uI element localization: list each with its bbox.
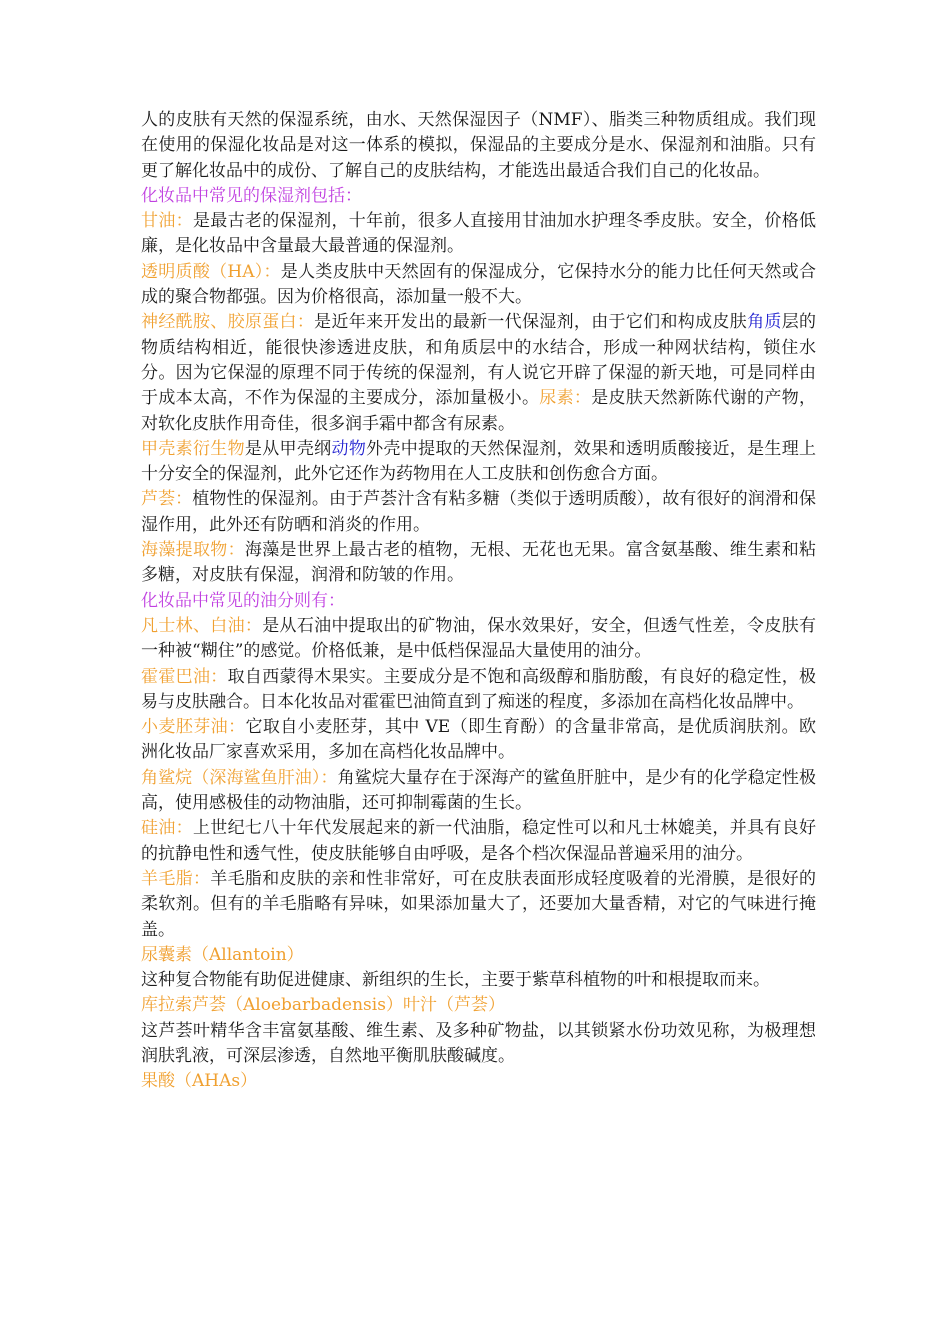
chitin-text-2: 外壳中提取的天然保湿剂，效果和透明质酸接近，是生理上十分安全的保湿剂，此外它还作为药物用在人工皮肤和创伤愈合方面。 — [141, 438, 817, 485]
jojoba-entry — [141, 665, 816, 716]
animal-link[interactable]: 动物 — [331, 438, 367, 459]
glycerin-text: 是最古老的保湿剂，十年前，很多人直接用甘油加水护理冬季皮肤。安全，价格低廉，是化妆品中含量最大最普通的保湿剂。 — [141, 211, 817, 257]
aloe-text: 植物性的保湿剂。由于芦荟汁含有粘多糖（类似于透明质酸），故有很好的润滑和保湿作用，此外还有防晒和消炎的作用。 — [141, 489, 817, 535]
wheatgerm-entry — [141, 715, 816, 766]
jojoba-term: 霍霍巴油： — [141, 666, 228, 687]
aloe-juice-heading: 库拉索芦荟（Aloebarbadensis）叶汁（芦荟） — [141, 995, 505, 1016]
ha-entry — [141, 260, 816, 311]
aloe-juice-text: 这芦荟叶精华含丰富氨基酸、维生素、及多种矿物盐，以其锁紧水份功效见称，为极理想润肤乳液，可深层渗透，自然地平衡肌肤酸碱度。 — [141, 1020, 816, 1066]
chitin-term: 甲壳素衍生物 — [141, 438, 245, 459]
seaweed-entry — [141, 538, 816, 589]
keratin-link[interactable]: 角质 — [747, 312, 782, 333]
ceramide-term: 神经酰胺、胶原蛋白： — [141, 312, 315, 333]
vaseline-text: 是从石油中提取出的矿物油，保水效果好，安全，但透气性差，令皮肤有一种被“糊住”的感觉。价格低兼，是中低档保湿品大量使用的油分。 — [141, 615, 817, 662]
lanolin-text: 羊毛脂和皮肤的亲和性非常好，可在皮肤表面形成轻度吸着的光滑膜，是很好的柔软剂。但有的羊毛脂略有异味，如果添加量大了，还要加大量香精，对它的气味进行掩盖。 — [141, 868, 817, 940]
wheatgerm-text: 它取自小麦胚芽，其中 VE（即生育酚）的含量非常高，是优质润肤剂。欧洲化妆品厂家喜欢采用，多加在高档化妆品牌中。 — [141, 717, 816, 763]
chitin-text-1: 是从甲壳纲 — [244, 438, 332, 459]
ha-text: 是人类皮肤中天然固有的保湿成分，它保持水分的能力比任何天然或合成的聚合物都强。因为价格很高，添加量一般不大。 — [141, 261, 816, 308]
ceramide-entry — [141, 310, 816, 436]
ha-term: 透明质酸（HA）： — [141, 261, 281, 282]
ceramide-text-1: 是近年来开发出的最新一代保湿剂，由于它们和构成皮肤 — [314, 312, 748, 333]
squalane-text: 角鲨烷大量存在于深海产的鲨鱼肝脏中，是少有的化学稳定性极高，使用感极佳的动物油脂，还可抑制霉菌的生长。 — [141, 767, 816, 814]
document-body — [141, 108, 816, 1095]
lanolin-entry — [141, 867, 816, 943]
chitin-entry — [141, 437, 816, 488]
vaseline-term: 凡士林、白油： — [141, 615, 263, 636]
allantoin-text: 这种复合物能有助促进健康、新组织的生长，主要于紫草科植物的叶和根提取而来。 — [141, 970, 770, 991]
seaweed-text: 海藻是世界上最古老的植物，无根、无花也无果。富含氨基酸、维生素和粘多糖，对皮肤有保湿，润滑和防皱的作用。 — [141, 540, 817, 586]
seaweed-term: 海藻提取物： — [141, 540, 245, 561]
glycerin-entry — [141, 209, 816, 260]
aloe-entry — [141, 487, 816, 538]
jojoba-text: 取自西蒙得木果实。主要成分是不饱和高级醇和脂肪酸，有良好的稳定性，极易与皮肤融合。日本化妆品对霍霍巴油简直到了痴迷的程度，多添加在高档化妆品牌中。 — [141, 666, 817, 712]
oils-heading: 化妆品中常见的油分则有： — [141, 590, 345, 611]
urea-term: 尿素： — [539, 388, 592, 409]
silicone-text: 上世纪七八十年代发展起来的新一代油脂，稳定性可以和凡士林媲美，并具有良好的抗静电性和透气性，使皮肤能够自由呼吸，是各个档次保湿品普遍采用的油分。 — [141, 818, 817, 864]
vaseline-entry — [141, 614, 816, 665]
ceramide-text-2: 层的物质结构相近，能很快渗透进皮肤，和角质层中的水结合，形成一种网状结构，锁住水分。因为它保湿的原理不同于传统的保湿剂，有人说它开辟了保湿的新天地，可是同样由于成本太高，不作为保湿的主要成分，添加量极小。 — [141, 312, 817, 409]
aloe-term: 芦荟： — [141, 489, 193, 510]
lanolin-term: 羊毛脂： — [141, 868, 211, 889]
squalane-entry — [141, 766, 816, 817]
moisturizers-heading: 化妆品中常见的保湿剂包括： — [141, 185, 362, 206]
silicone-term: 硅油： — [141, 818, 193, 839]
glycerin-term: 甘油： — [141, 211, 193, 232]
allantoin-heading: 尿囊素（Allantoin） — [141, 944, 304, 965]
intro-paragraph: 人的皮肤有天然的保湿系统，由水、天然保湿因子（NMF）、脂类三种物质组成。我们现在使用的保湿化妆品是对这一体系的模拟，保湿品的主要成分是水、保湿剂和油脂。只有更了解化妆品中的成份、了解自己的皮肤结构，才能选出最适合我们自己的化妆品。 — [141, 110, 816, 181]
aha-heading: 果酸（AHAs） — [141, 1071, 258, 1092]
urea-text: 是皮肤天然新陈代谢的产物，对软化皮肤作用奇佳，很多润手霜中都含有尿素。 — [141, 388, 817, 434]
silicone-entry — [141, 816, 816, 867]
wheatgerm-term: 小麦胚芽油： — [141, 717, 246, 738]
squalane-term: 角鲨烷（深海鲨鱼肝油）： — [141, 767, 338, 788]
